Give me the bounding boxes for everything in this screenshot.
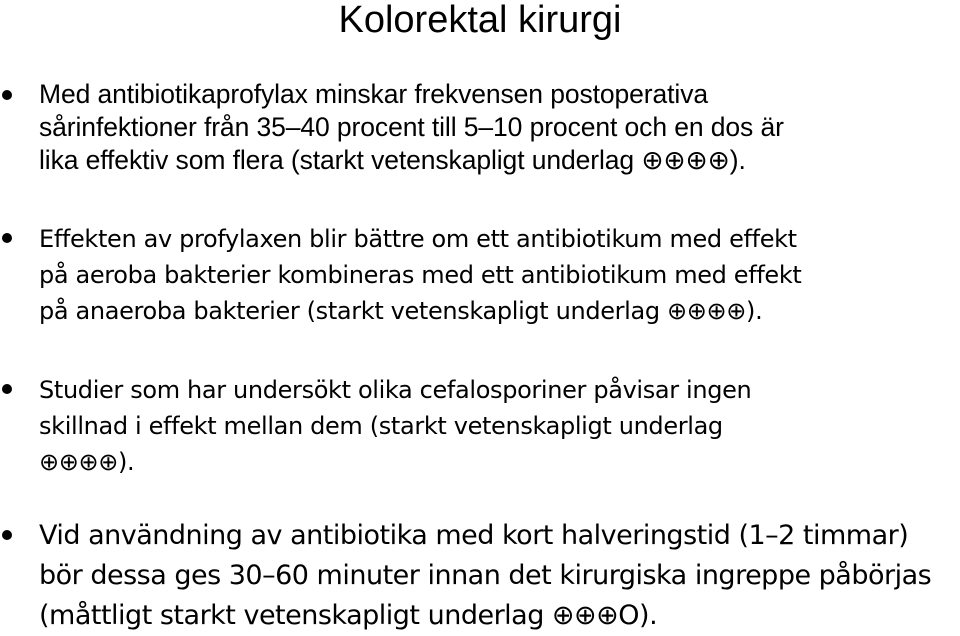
bullet-line: (måttligt starkt vetenskapligt underlag ⊕⊕⊕O). [39,600,658,631]
bullet-line: på anaeroba bakterier (starkt vetenskapligt underlag ⊕⊕⊕⊕). [39,297,763,325]
bullet-line: lika effektiv som flera (starkt vetenskapligt underlag ⊕⊕⊕⊕). [39,145,746,175]
bullet-text [39,372,960,480]
bullet-line: Med antibiotikaprofylax minskar frekvensen postoperativa [39,79,709,109]
slide-title: Kolorektal kirurgi [338,0,622,41]
bullet-line: ⊕⊕⊕⊕). [39,448,135,476]
bullet-dot-icon [2,233,12,243]
bullet-line: skillnad i effekt mellan dem (starkt vetenskapligt underlag [39,412,723,440]
bullet-line: sårinfektioner från 35–40 procent till 5–10 procent och en dos är [39,112,784,142]
bullet-text [39,221,960,329]
bullet-line: Studier som har undersökt olika cefalosporiner påvisar ingen [39,376,752,404]
bullet-text [39,78,960,177]
bullet-dot-icon [2,90,12,100]
bullet-dot-icon [2,384,12,394]
bullet-dot-icon [2,530,12,540]
bullet-line: bör dessa ges 30–60 minuter innan det kirurgiska ingreppe påbörjas [39,560,932,591]
bullet-text [39,516,960,636]
bullet-line: Vid användning av antibiotika med kort halveringstid (1–2 timmar) [39,520,909,551]
bullet-line: Effekten av profylaxen blir bättre om ett antibiotikum med effekt [39,225,797,253]
bullet-line: på aeroba bakterier kombineras med ett antibiotikum med effekt [39,261,802,289]
